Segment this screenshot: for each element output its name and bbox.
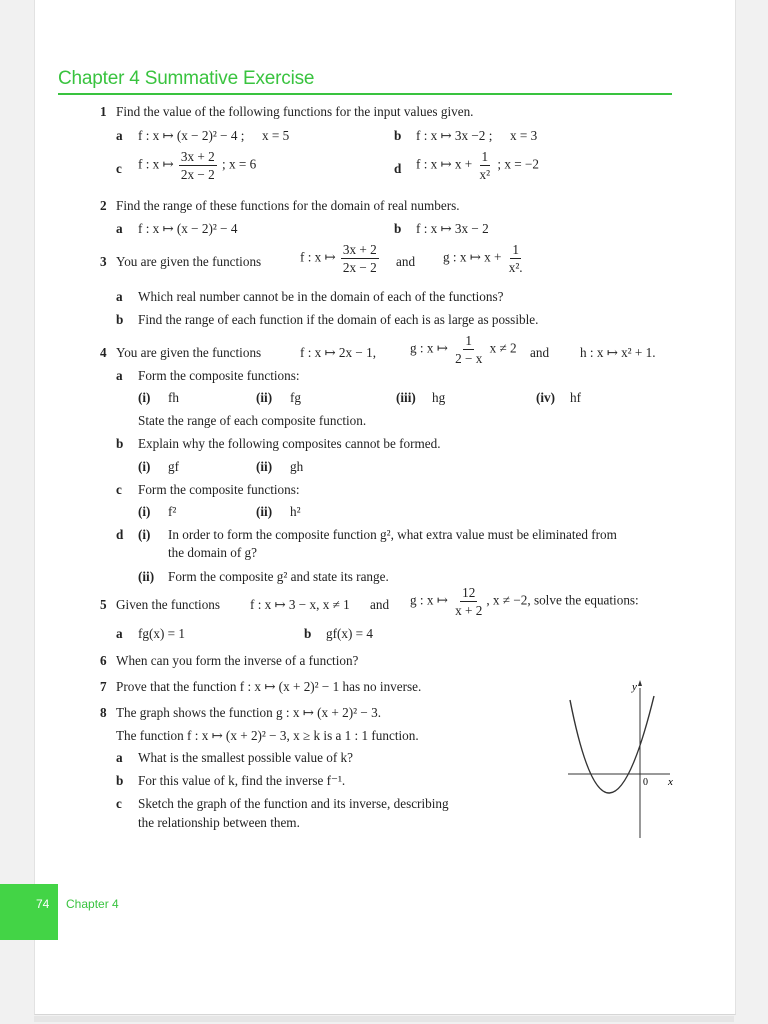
q4-g-condition: x ≠ 2: [489, 340, 517, 356]
q1c-denominator: 2x − 2: [180, 167, 215, 183]
q5-g-pre: g : x ↦: [410, 592, 448, 608]
q8c-text1: Sketch the graph of the function and its inverse, describing: [138, 796, 449, 811]
q5b-label: b: [304, 626, 312, 641]
q4-and: and: [530, 345, 550, 360]
q3-number: 3: [100, 254, 107, 269]
q6-number: 6: [100, 653, 107, 668]
q1d-numerator: 1: [480, 150, 491, 166]
q4-g-denominator: 2 − x: [455, 351, 483, 367]
y-axis-arrow: [638, 680, 642, 686]
q5-g-numerator: 12: [460, 586, 477, 602]
q1-stem: Find the value of the following functions for the input values given.: [116, 104, 474, 119]
q3-g-expression: [443, 243, 527, 274]
q4b-label: b: [116, 436, 124, 451]
q3-f-expression: [300, 243, 381, 274]
q1-number: 1: [100, 104, 107, 119]
q4d-ii-num: (ii): [138, 569, 155, 584]
q7-number: 7: [100, 679, 107, 694]
q8-line2: The function f : x ↦ (x + 2)² − 3, x ≥ k is a 1 : 1 function.: [116, 728, 419, 743]
q1a-func: f : x ↦ (x − 2)² − 4 ;: [138, 128, 245, 143]
q5-number: 5: [100, 597, 107, 612]
title-rule: [58, 93, 672, 95]
q4a-iv-val: hf: [570, 390, 581, 405]
q4d-label: d: [116, 527, 124, 542]
q5-and: and: [370, 597, 390, 612]
q1c-fraction: [179, 150, 217, 181]
q4-h: h : x ↦ x² + 1.: [580, 345, 656, 360]
q3-f-fraction: [341, 243, 379, 274]
q4-g-pre: g : x ↦: [410, 340, 448, 356]
q6-text: When can you form the inverse of a function?: [116, 653, 359, 668]
q4c-ii-val: h²: [290, 504, 301, 519]
q4a-i-num: (i): [138, 390, 151, 405]
q4a-iii-num: (iii): [396, 390, 416, 405]
q5a-label: a: [116, 626, 123, 641]
q8b-text: For this value of k, find the inverse f⁻¹.: [138, 773, 346, 788]
q8a-label: a: [116, 750, 123, 765]
q3-g-fraction: [507, 243, 525, 274]
q1b-label: b: [394, 128, 402, 143]
q5-g-fraction: [453, 586, 484, 617]
q2a-func: f : x ↦ (x − 2)² − 4: [138, 221, 238, 236]
q1d-fraction: [478, 150, 493, 181]
q4b-ii-num: (ii): [256, 459, 273, 474]
q4b-text: Explain why the following composites cannot be formed.: [138, 436, 441, 451]
q2b-func: f : x ↦ 3x − 2: [416, 221, 489, 236]
q1d-pre: f : x ↦ x +: [416, 156, 473, 172]
q1c-input: ; x = 6: [222, 156, 257, 172]
page-shadow: [34, 1016, 734, 1022]
q5-stem: Given the functions: [116, 597, 221, 612]
q1d-input: ; x = −2: [497, 156, 539, 172]
q1c-label: c: [116, 161, 122, 176]
q4c-ii-num: (ii): [256, 504, 273, 519]
q4a-iv-num: (iv): [536, 390, 556, 405]
q3a-text: Which real number cannot be in the domain of each of the functions?: [138, 289, 504, 304]
q8b-label: b: [116, 773, 124, 788]
q8c-label: c: [116, 796, 122, 811]
q2a-label: a: [116, 221, 123, 236]
parabola-graph: [560, 678, 685, 840]
q4a-iii-val: hg: [432, 390, 446, 405]
q4a-label: a: [116, 368, 123, 383]
q1d-denominator: x²: [479, 167, 491, 183]
q1c-pre: f : x ↦: [138, 156, 174, 172]
q3-f-denominator: 2x − 2: [342, 260, 377, 276]
q8-text: The graph shows the function g : x ↦ (x + 2)² − 3.: [116, 705, 382, 720]
q2b-label: b: [394, 221, 402, 236]
q5b-text: gf(x) = 4: [326, 626, 373, 641]
q4-f: f : x ↦ 2x − 1,: [300, 345, 376, 360]
q8-number: 8: [100, 705, 107, 720]
q2-stem: Find the range of these functions for the domain of real numbers.: [116, 198, 460, 213]
q8a-text: What is the smallest possible value of k?: [138, 750, 353, 765]
q4d-i-text1: In order to form the composite function g², what extra value must be eliminated from: [168, 527, 617, 542]
page-number: 74: [36, 897, 50, 911]
q4c-i-num: (i): [138, 504, 151, 519]
parabola-curve: [570, 696, 654, 793]
q1d-label: d: [394, 161, 402, 176]
q5-g-denominator: x + 2: [455, 603, 483, 619]
q4a-ii-val: fg: [290, 390, 301, 405]
q4b-i-val: gf: [168, 459, 179, 474]
q1a-input: x = 5: [262, 128, 290, 143]
q4-g-expression: [410, 334, 517, 365]
q3-stem: You are given the functions: [116, 254, 262, 269]
q8c-text2: the relationship between them.: [138, 815, 300, 830]
q4-g-numerator: 1: [463, 334, 474, 350]
q4-g-fraction: [453, 334, 484, 365]
q1b-input: x = 3: [510, 128, 538, 143]
q3-g-pre: g : x ↦ x +: [443, 249, 502, 265]
q3b-label: b: [116, 312, 124, 327]
q3b-text: Find the range of each function if the domain of each is as large as possible.: [138, 312, 539, 327]
q4b-i-num: (i): [138, 459, 151, 474]
q5-g-condition: , x ≠ −2, solve the equations:: [486, 592, 639, 608]
q3a-label: a: [116, 289, 123, 304]
q2-number: 2: [100, 198, 107, 213]
q5-f: f : x ↦ 3 − x, x ≠ 1: [250, 597, 350, 612]
x-axis-label: x: [668, 776, 673, 788]
q4-stem: You are given the functions: [116, 345, 262, 360]
page-title: Chapter 4 Summative Exercise: [58, 68, 315, 89]
footer-chapter: Chapter 4: [66, 897, 119, 911]
q1a-label: a: [116, 128, 123, 143]
q7-text: Prove that the function f : x ↦ (x + 2)² − 1 has no inverse.: [116, 679, 422, 694]
q1b-func: f : x ↦ 3x −2 ;: [416, 128, 493, 143]
q3-f-numerator: 3x + 2: [341, 243, 379, 259]
q4a-text: Form the composite functions:: [138, 368, 300, 383]
origin-label: 0: [643, 777, 648, 788]
q4-number: 4: [100, 345, 107, 360]
footer-page-box: [0, 884, 58, 940]
q5-g-expression: [410, 586, 639, 617]
q3-f-pre: f : x ↦: [300, 249, 336, 265]
q5a-text: fg(x) = 1: [138, 626, 185, 641]
q4a-ii-num: (ii): [256, 390, 273, 405]
q4a-i-val: fh: [168, 390, 179, 405]
q4a-note: State the range of each composite function.: [138, 413, 367, 428]
q3-g-denominator: x².: [508, 260, 523, 276]
q3-g-numerator: 1: [510, 243, 521, 259]
q4c-text: Form the composite functions:: [138, 482, 300, 497]
q4c-i-val: f²: [168, 504, 177, 519]
q4d-i-text2: the domain of g?: [168, 545, 257, 560]
q1c-expression: [138, 150, 256, 181]
q4c-label: c: [116, 482, 122, 497]
q4b-ii-val: gh: [290, 459, 304, 474]
q1d-expression: [416, 150, 539, 181]
y-axis-label: y: [632, 681, 637, 693]
q4d-ii-text: Form the composite g² and state its range.: [168, 569, 389, 584]
q4d-i-num: (i): [138, 527, 151, 542]
q1c-numerator: 3x + 2: [179, 150, 217, 166]
q3-and: and: [396, 254, 416, 269]
